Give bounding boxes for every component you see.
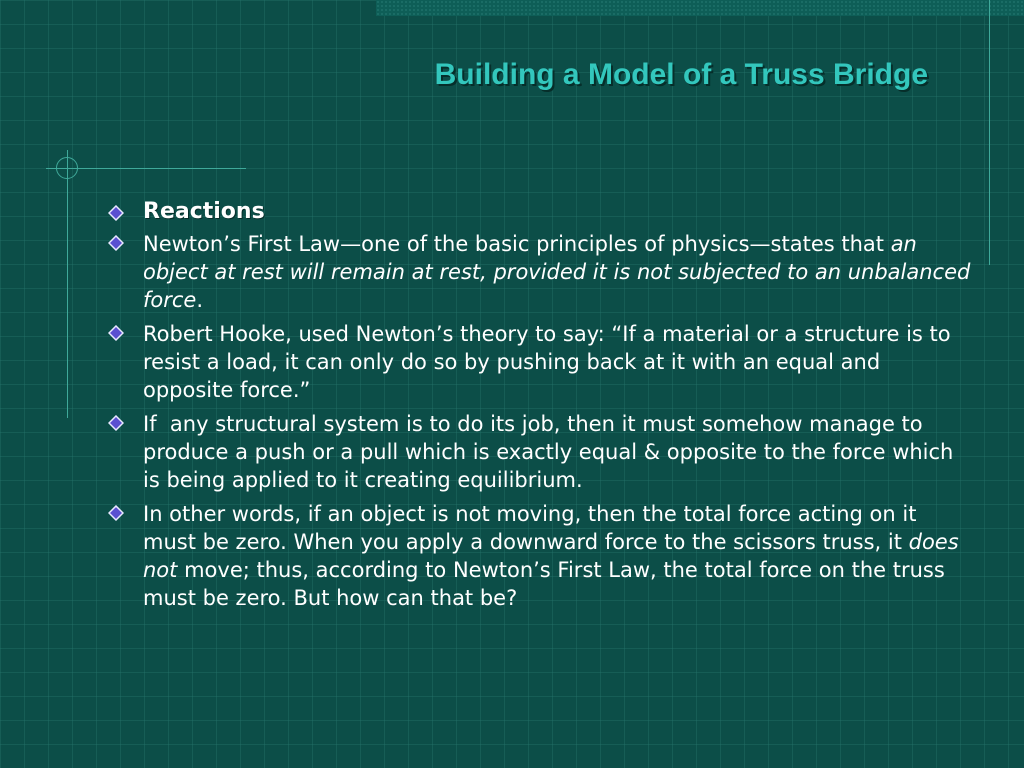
diamond-bullet-icon	[108, 325, 124, 341]
decorative-vertical-line-right	[989, 0, 990, 265]
bullet-heading	[104, 198, 974, 226]
bullet-text: Newton’s First Law—one of the basic principles of physics—states that	[143, 232, 891, 256]
bullet-text: .	[196, 288, 204, 312]
bullet-list	[104, 198, 974, 618]
decorative-vertical-line-left	[67, 150, 68, 418]
diamond-bullet-icon	[108, 415, 124, 431]
bullet-item-newton-first-law	[104, 230, 974, 314]
slide-title: Building a Model of a Truss Bridge	[434, 58, 928, 91]
bullet-text: If any structural system is to do its job, then it must somehow manage to produce a push or a pull which is exactly equal & opposite to the force which is being applied to it creating equilibrium.	[143, 412, 961, 492]
top-decorative-band	[376, 0, 1024, 16]
bullet-text: In other words, if an object is not moving, then the total force acting on it must be zero. When you apply a downward force to the scissors truss, it	[143, 502, 917, 554]
bullet-item-robert-hooke	[104, 320, 974, 404]
bullet-item-structural-system	[104, 410, 974, 494]
bullet-text: Robert Hooke, used Newton’s theory to say: “If a material or a structure is to resist a load, it can only do so by pushing back at it with an equal and opposite force.”	[143, 322, 951, 402]
bullet-item-in-other-words	[104, 500, 974, 612]
bullet-text: move; thus, according to Newton’s First Law, the total force on the truss must be zero. But how can that be?	[143, 558, 945, 610]
diamond-bullet-icon	[108, 205, 124, 221]
heading-text: Reactions	[143, 199, 265, 224]
bullet-text-italic: does not	[143, 530, 959, 582]
bullet-text-italic: an object at rest will remain at rest, provided it is not subjected to an unbalanced force	[143, 232, 971, 312]
diamond-bullet-icon	[108, 505, 124, 521]
diamond-bullet-icon	[108, 235, 124, 251]
decorative-circle	[56, 157, 78, 179]
